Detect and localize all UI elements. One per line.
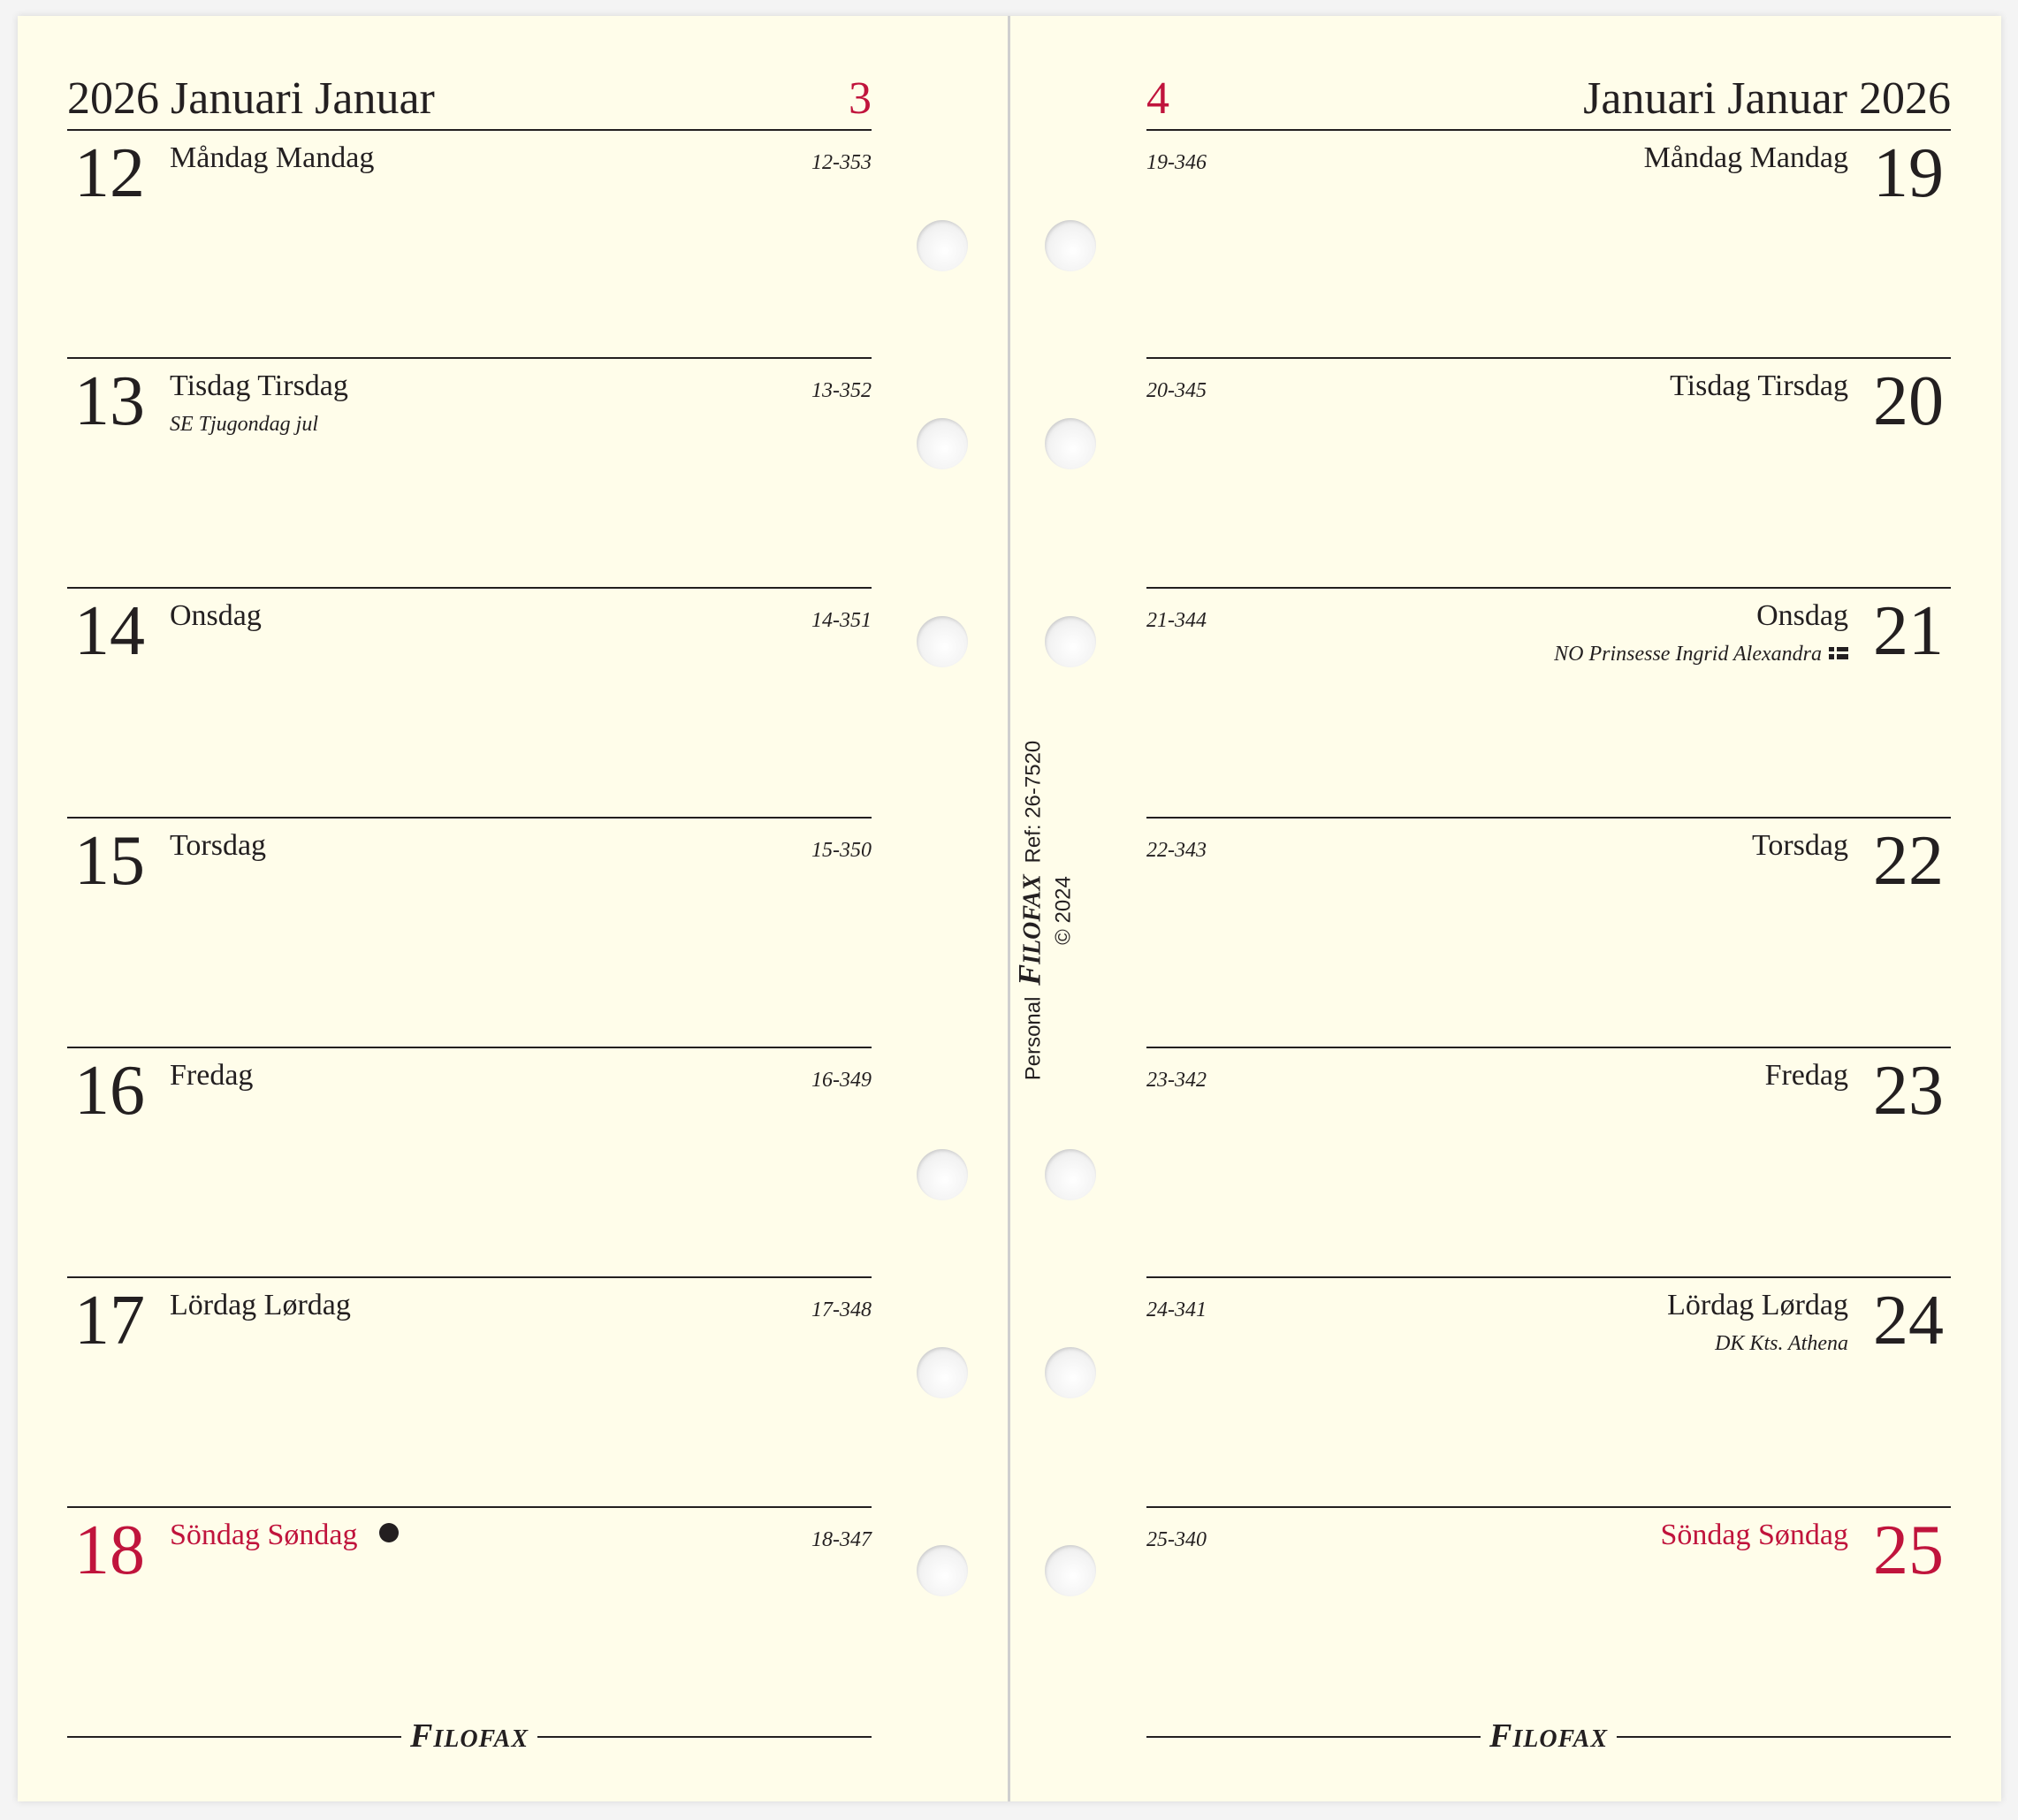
day-name: Måndag Mandag [1643, 141, 1848, 174]
day-of-year-code: 18-347 [811, 1528, 872, 1551]
left-page-header [67, 65, 872, 131]
day-row-sunday [1146, 1506, 1951, 1738]
day-name: Torsdag [170, 829, 267, 862]
holiday-note: NO Prinsesse Ingrid Alexandra [1554, 643, 1822, 666]
day-number: 17 [74, 1282, 145, 1359]
day-row [67, 131, 872, 361]
day-number: 21 [1873, 592, 1944, 670]
spine-divider [1008, 16, 1010, 1801]
day-row [67, 587, 872, 819]
imprint-ref: Ref: 26-7520 [1021, 740, 1046, 864]
right-header-title: Januari Januar 2026 [1583, 73, 1951, 124]
day-row [1146, 1047, 1951, 1278]
day-number: 25 [1873, 1512, 1944, 1589]
day-name: Måndag Mandag [170, 141, 375, 174]
day-of-year-code: 22-343 [1146, 839, 1207, 862]
day-name: Onsdag [170, 599, 262, 632]
day-of-year-code: 17-348 [811, 1298, 872, 1321]
norway-flag-icon [1829, 647, 1848, 659]
punch-hole [917, 616, 968, 667]
right-page [1146, 0, 1951, 1820]
holiday-note: DK Kts. Athena [1715, 1332, 1848, 1355]
day-number: 18 [74, 1512, 145, 1589]
day-of-year-code: 15-350 [811, 839, 872, 862]
day-of-year-code: 14-351 [811, 609, 872, 632]
spine-imprint [1011, 740, 1079, 1081]
day-of-year-code: 23-342 [1146, 1069, 1207, 1092]
left-page [67, 0, 872, 1820]
punch-hole [1045, 220, 1096, 271]
day-name: Lördag Lørdag [1667, 1289, 1848, 1321]
punch-hole [1045, 418, 1096, 469]
punch-hole [917, 1545, 968, 1596]
imprint-size: Personal [1021, 996, 1046, 1081]
right-page-header [1146, 65, 1951, 131]
day-number: 24 [1873, 1282, 1944, 1359]
day-name: Tisdag Tirsdag [1670, 369, 1848, 402]
day-number: 20 [1873, 362, 1944, 440]
punch-hole [1045, 616, 1096, 667]
day-row [1146, 817, 1951, 1048]
filofax-logo: FILOFAX [401, 1718, 537, 1757]
day-row-sunday [67, 1506, 872, 1738]
day-number: 15 [74, 822, 145, 900]
punch-hole [917, 220, 968, 271]
imprint-line-1 [1011, 740, 1049, 1081]
day-number: 12 [74, 134, 145, 212]
day-row [67, 357, 872, 589]
day-of-year-code: 25-340 [1146, 1528, 1207, 1551]
day-name: Söndag Søndag [1660, 1519, 1848, 1551]
full-moon-icon [379, 1523, 399, 1542]
punch-hole [1045, 1149, 1096, 1200]
day-number: 23 [1873, 1052, 1944, 1130]
right-week-number: 4 [1146, 73, 1169, 124]
day-name: Tisdag Tirsdag [170, 369, 348, 402]
day-of-year-code: 16-349 [811, 1069, 872, 1092]
punch-hole [917, 1347, 968, 1398]
day-row [1146, 587, 1951, 819]
left-week-number: 3 [849, 73, 872, 124]
day-row [67, 1276, 872, 1508]
day-of-year-code: 13-352 [811, 379, 872, 402]
holiday-note-wrapper [1554, 643, 1848, 665]
punch-hole [917, 1149, 968, 1200]
punch-hole [917, 418, 968, 469]
day-row [1146, 131, 1951, 361]
day-name: Lördag Lørdag [170, 1289, 351, 1321]
day-name: Fredag [170, 1059, 254, 1092]
filofax-logo: FILOFAX [1481, 1718, 1617, 1757]
day-number: 13 [74, 362, 145, 440]
punch-hole [1045, 1347, 1096, 1398]
day-number: 19 [1873, 134, 1944, 212]
punch-hole [1045, 1545, 1096, 1596]
day-name: Torsdag [1751, 829, 1848, 862]
day-number: 16 [74, 1052, 145, 1130]
day-name: Söndag Søndag [170, 1519, 358, 1551]
imprint-logo: FILOFAX [1011, 874, 1047, 986]
day-name: Fredag [1764, 1059, 1848, 1092]
day-of-year-code: 20-345 [1146, 379, 1207, 402]
day-row [1146, 357, 1951, 589]
day-row [67, 817, 872, 1048]
day-of-year-code: 12-353 [811, 151, 872, 174]
day-number: 22 [1873, 822, 1944, 900]
imprint-copyright: © 2024 [1051, 876, 1076, 945]
day-row [1146, 1276, 1951, 1508]
day-name: Onsdag [1756, 599, 1848, 632]
holiday-note: SE Tjugondag jul [170, 413, 319, 436]
left-header-title: 2026 Januari Januar [67, 73, 435, 124]
day-number: 14 [74, 592, 145, 670]
day-row [67, 1047, 872, 1278]
day-of-year-code: 24-341 [1146, 1298, 1207, 1321]
day-of-year-code: 19-346 [1146, 151, 1207, 174]
day-of-year-code: 21-344 [1146, 609, 1207, 632]
day-name-wrapper [170, 1520, 399, 1550]
